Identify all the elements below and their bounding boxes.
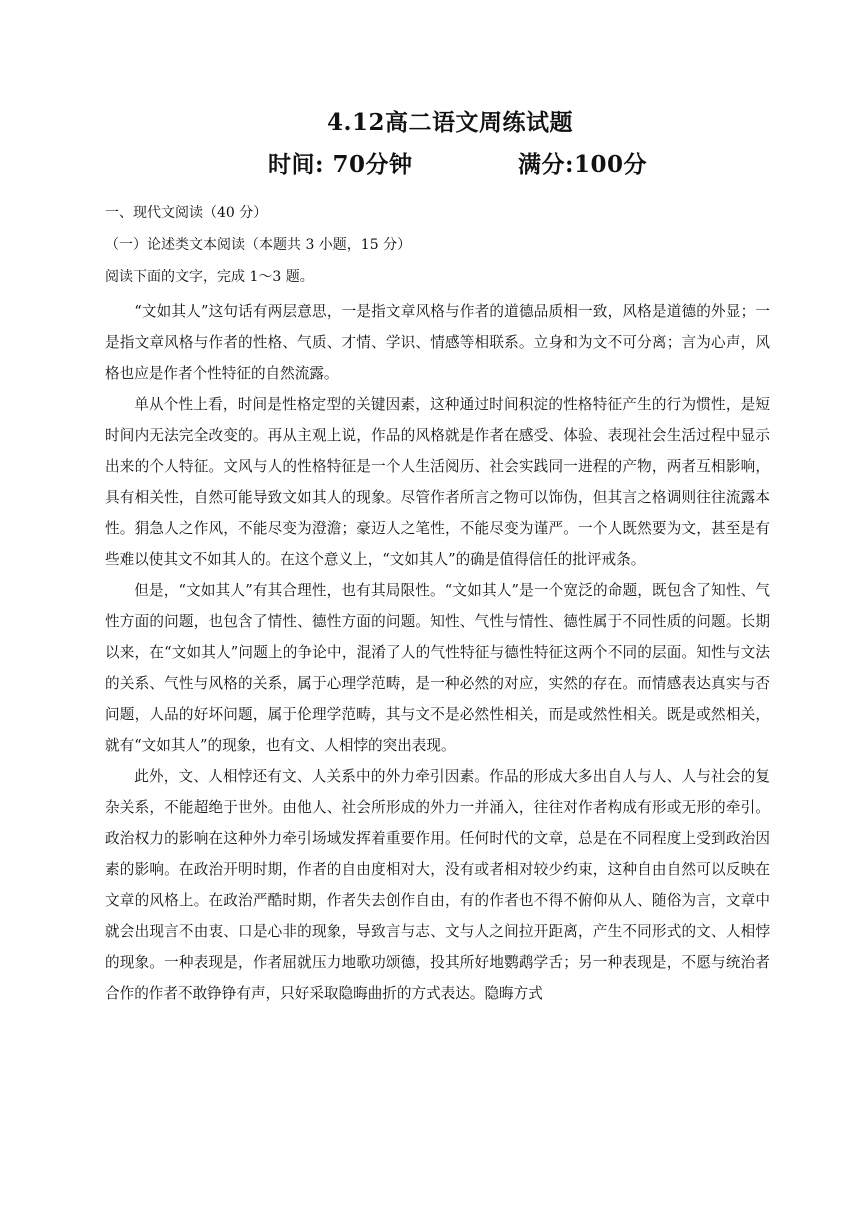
reading-instruction: 阅读下面的文字，完成 1～3 题。 (105, 269, 314, 285)
passage-paragraph-1: “文如其人”这句话有两层意思，一是指文章风格与作者的道德品质相一致，风格是道德的外显；一是指文章风格与作者的性格、气质、才情、学识、情感等相联系。立身和为文不可分离；言为心声，风格也应是作者个性特征的自然流露。 (105, 303, 770, 382)
exam-score-label: 满分:100分 (518, 151, 648, 178)
section-heading: 一、现代文阅读（40 分） (105, 205, 268, 221)
passage-paragraph-4: 此外，文、人相悖还有文、人关系中的外力牵引因素。作品的形成大多出自人与人、人与社会的复杂关系，不能超绝于世外。由他人、社会所形成的外力一并涌入，往往对作者构成有形或无形的牵引。政治权力的影响在这种外力牵引场域发挥着重要作用。任何时代的文章，总是在不同程度上受到政治因素的影响。在政治开明时期，作者的自由度相对大，没有或者相对较少约束，这种自由自然可以反映在文章的风格上。在政治严酷时期，作者失去创作自由，有的作者也不得不俯仰从人、随俗为言，文章中就会出现言不由衷、口是心非的现象，导致言与志、文与人之间拉开距离，产生不同形式的文、人相悖的现象。一种表现是，作者屈就压力地歌功颂德，投其所好地鹦鹉学舌；另一种表现是，不愿与统治者合作的作者不敢铮铮有声，只好采取隐晦曲折的方式表达。隐晦方式 (105, 768, 770, 1002)
passage-paragraph-2: 单从个性上看，时间是性格定型的关键因素，这种通过时间积淀的性格特征产生的行为惯性，是短时间内无法完全改变的。再从主观上说，作品的风格就是作者在感受、体验、表现社会生活过程中显示出来的个人特征。文风与人的性格特征是一个人生活阅历、社会实践同一进程的产物，两者互相影响，具有相关性，自然可能导致文如其人的现象。尽管作者所言之物可以饰伪，但其言之格调则往往流露本性。狷急人之作风，不能尽变为澄澹；豪迈人之笔性，不能尽变为谨严。一个人既然要为文，甚至是有些难以使其文不如其人的。在这个意义上，“文如其人”的确是值得信任的批评戒条。 (105, 396, 770, 568)
passage-paragraph-3: 但是，“文如其人”有其合理性，也有其局限性。“文如其人”是一个宽泛的命题，既包含了知性、气性方面的问题，也包含了情性、德性方面的问题。知性、气性与情性、德性属于不同性质的问题。长期以来，在“文如其人”问题上的争论中，混淆了人的气性特征与德性特征这两个不同的层面。知性与文法的关系、气性与风格的关系，属于心理学范畴，是一种必然的对应，实然的存在。而情感表达真实与否问题，人品的好坏问题，属于伦理学范畴，其与文不是必然性相关，而是或然性相关。既是或然相关，就有“文如其人”的现象，也有文、人相悖的突出表现。 (105, 582, 770, 754)
exam-title: 4.12高二语文周练试题 (326, 109, 574, 136)
subsection-heading: （一）论述类文本阅读（本题共 3 小题，15 分） (105, 237, 412, 253)
passage-body (105, 296, 770, 1009)
exam-time-label: 时间: 70分钟 (268, 151, 413, 178)
